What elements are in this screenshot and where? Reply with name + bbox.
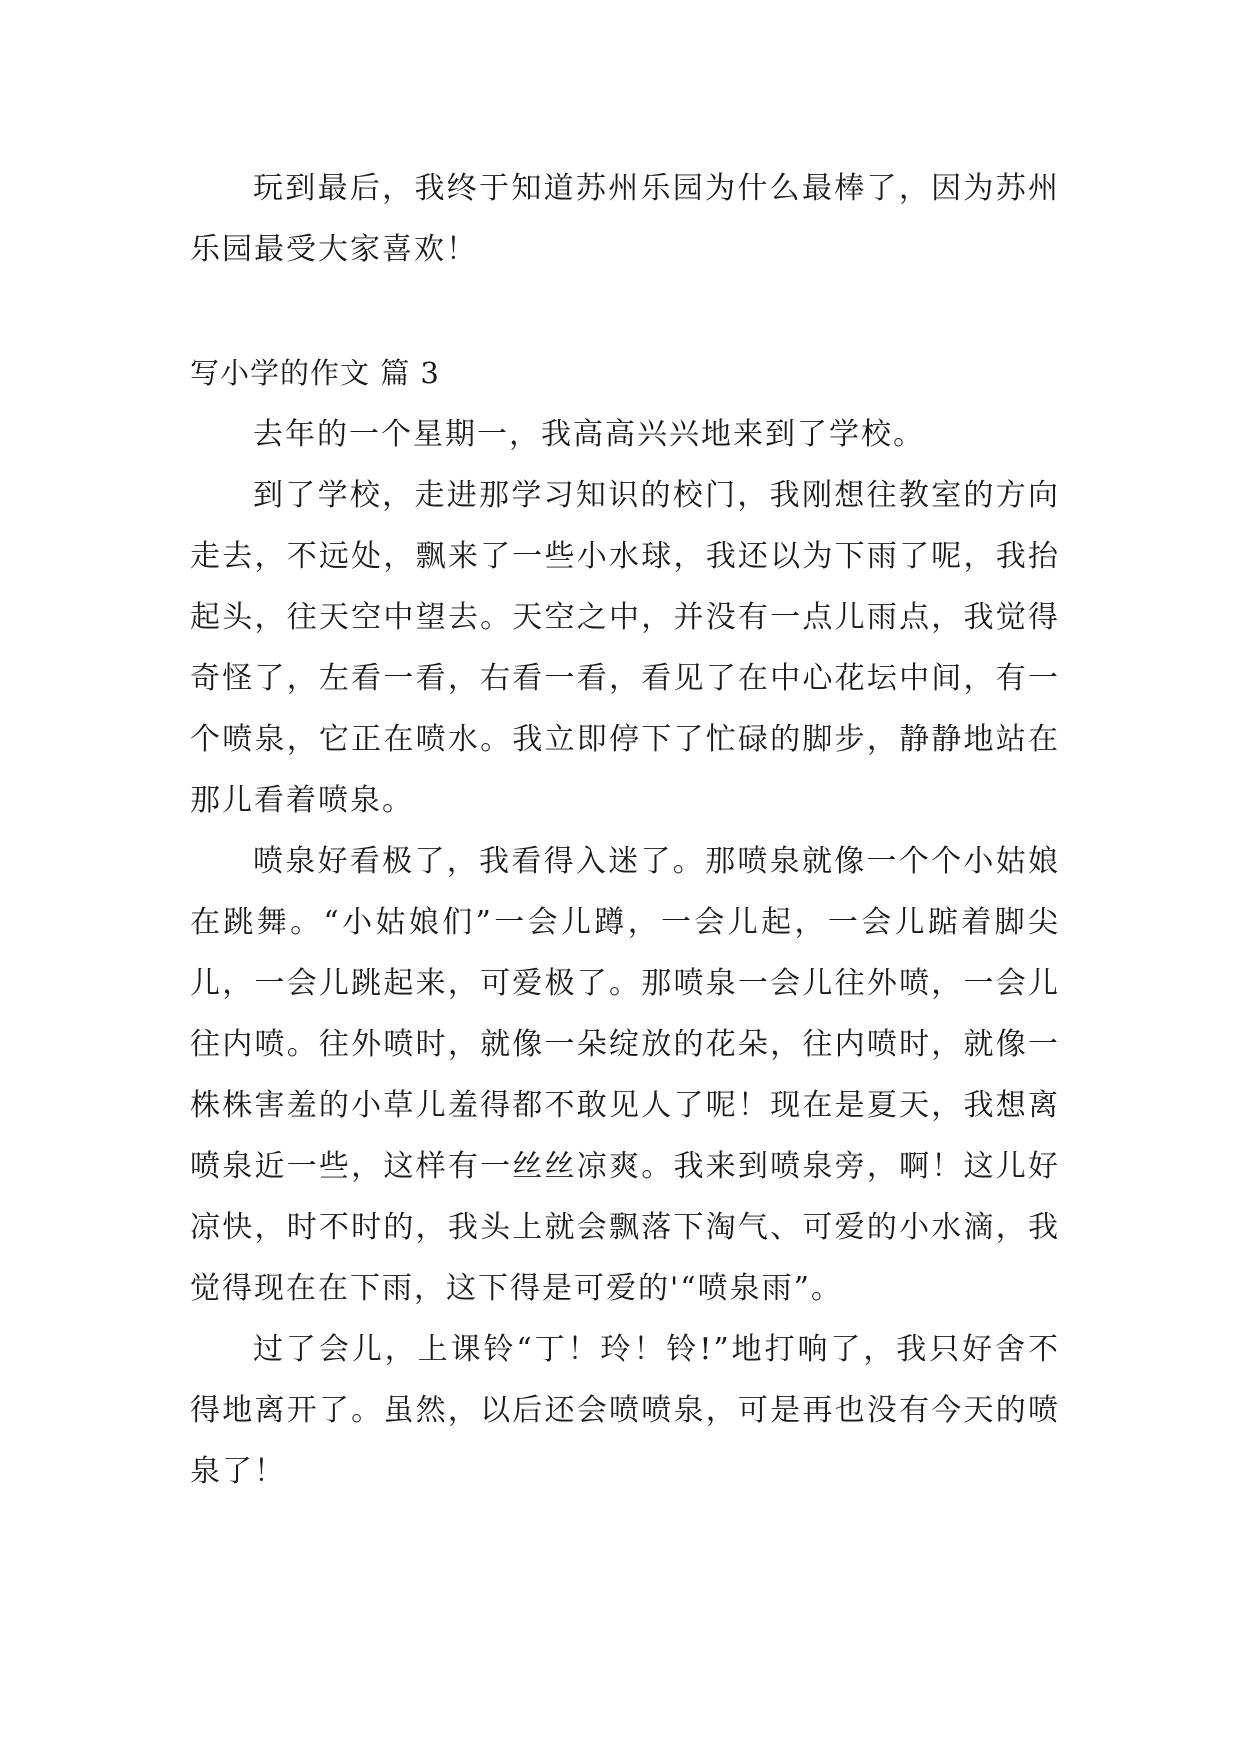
paragraph-1: 去年的一个星期一，我高高兴兴地来到了学校。: [253, 417, 925, 452]
paragraph-4: 过了会儿，上课铃“丁！玲！铃!”地打响了，我只好舍不得地离开了。虽然，以后还会喷喷泉，可是再也没有今天的喷泉了！: [190, 1332, 1060, 1489]
paragraph-3: 喷泉好看极了，我看得入迷了。那喷泉就像一个个小姑娘在跳舞。“小姑娘们”一会儿蹲，一会儿起，一会儿踮着脚尖儿，一会儿跳起来，可爱极了。那喷泉一会儿往外喷，一会儿往内喷。往外喷时，就像一朵绽放的花朵，往内喷时，就像一株株害羞的小草儿羞得都不敢见人了呢！现在是夏天，我想离喷泉近一些，这样有一丝丝凉爽。我来到喷泉旁，啊！这儿好凉快，时不时的，我头上就会飘落下淘气、可爱的小水滴，我觉得现在在下雨，这下得是可爱的'“喷泉雨”。: [190, 844, 1060, 1306]
section-heading: 写小学的作文 篇 3: [190, 356, 440, 390]
paragraph-2: 到了学校，走进那学习知识的校门，我刚想往教室的方向走去，不远处，飘来了一些小水球，我还以为下雨了呢，我抬起头，往天空中望去。天空之中，并没有一点儿雨点，我觉得奇怪了，左看一看，右看一看，看见了在中心花坛中间，有一个喷泉，它正在喷水。我立即停下了忙碌的脚步，静静地站在那儿看着喷泉。: [190, 478, 1060, 818]
document-body: [190, 158, 1060, 1502]
intro-paragraph: 玩到最后，我终于知道苏州乐园为什么最棒了，因为苏州乐园最受大家喜欢！: [190, 171, 1060, 267]
